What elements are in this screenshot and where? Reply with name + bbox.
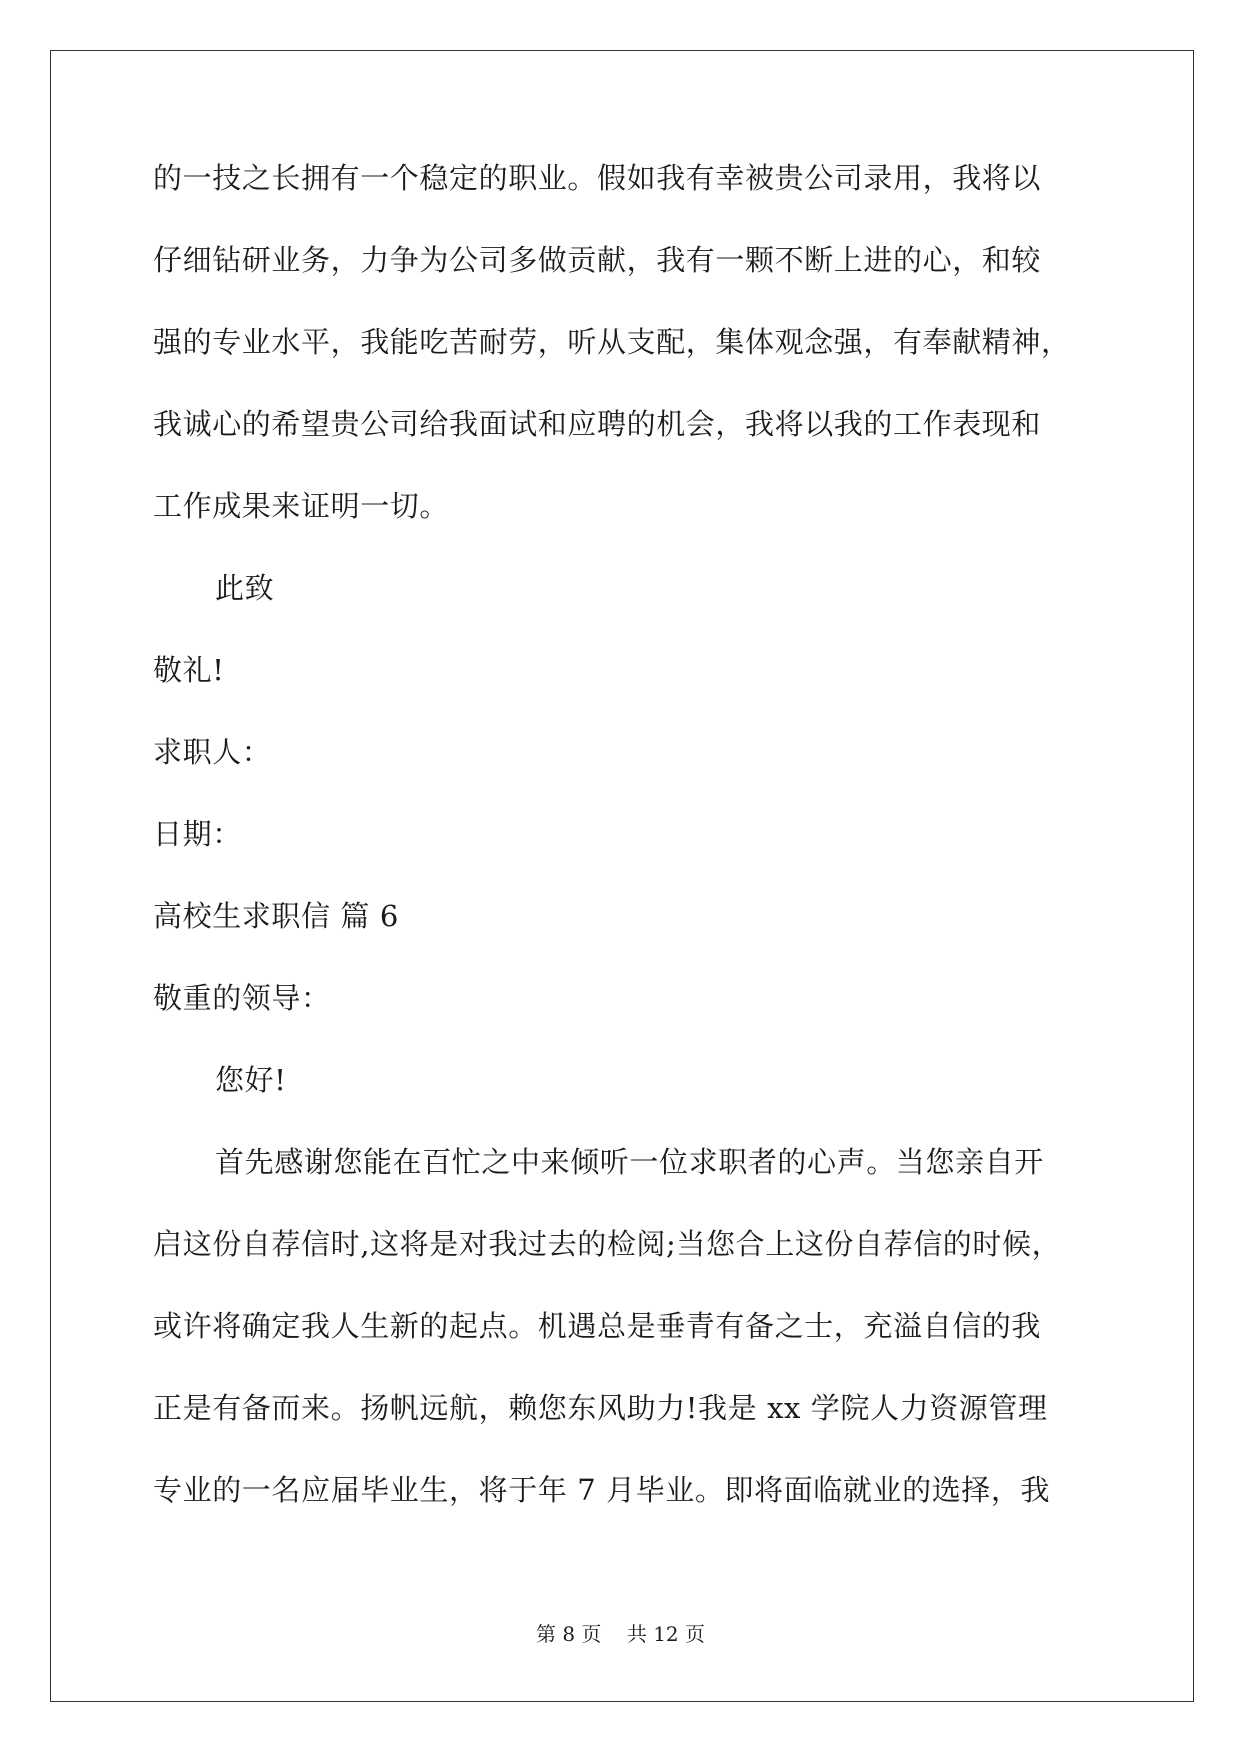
closing-salutation: 此致 — [215, 571, 275, 605]
section-heading: 高校生求职信 篇 6 — [153, 899, 399, 933]
greeting-line: 敬重的领导： — [153, 981, 331, 1015]
closing-regards: 敬礼! — [153, 653, 225, 687]
body-line: 正是有备而来。扬帆远航，赖您东风助力!我是 xx 学院人力资源管理 — [153, 1391, 1048, 1425]
applicant-label: 求职人： — [153, 735, 272, 769]
body-line: 或许将确定我人生新的起点。机遇总是垂青有备之士，充溢自信的我 — [153, 1309, 1042, 1343]
body-line: 工作成果来证明一切。 — [153, 489, 450, 523]
body-line: 启这份自荐信时,这将是对我过去的检阅;当您合上这份自荐信的时候， — [153, 1227, 1062, 1261]
body-line: 仔细钻研业务，力争为公司多做贡献，我有一颗不断上进的心，和较 — [153, 243, 1042, 277]
date-label: 日期： — [153, 817, 242, 851]
body-line: 的一技之长拥有一个稳定的职业。假如我有幸被贵公司录用，我将以 — [153, 161, 1042, 195]
document-body — [153, 160, 1093, 1554]
greeting-hello: 您好! — [215, 1063, 287, 1097]
body-line: 强的专业水平，我能吃苦耐劳，听从支配，集体观念强，有奉献精神， — [153, 325, 1071, 359]
body-line: 我诚心的希望贵公司给我面试和应聘的机会，我将以我的工作表现和 — [153, 407, 1042, 441]
body-line: 专业的一名应届毕业生，将于年 7 月毕业。即将面临就业的选择，我 — [153, 1473, 1051, 1507]
page-number-label: 第 8 页 共 12 页 — [535, 1622, 706, 1646]
body-line: 首先感谢您能在百忙之中来倾听一位求职者的心声。当您亲自开 — [215, 1145, 1044, 1179]
page-footer — [0, 1622, 1241, 1646]
